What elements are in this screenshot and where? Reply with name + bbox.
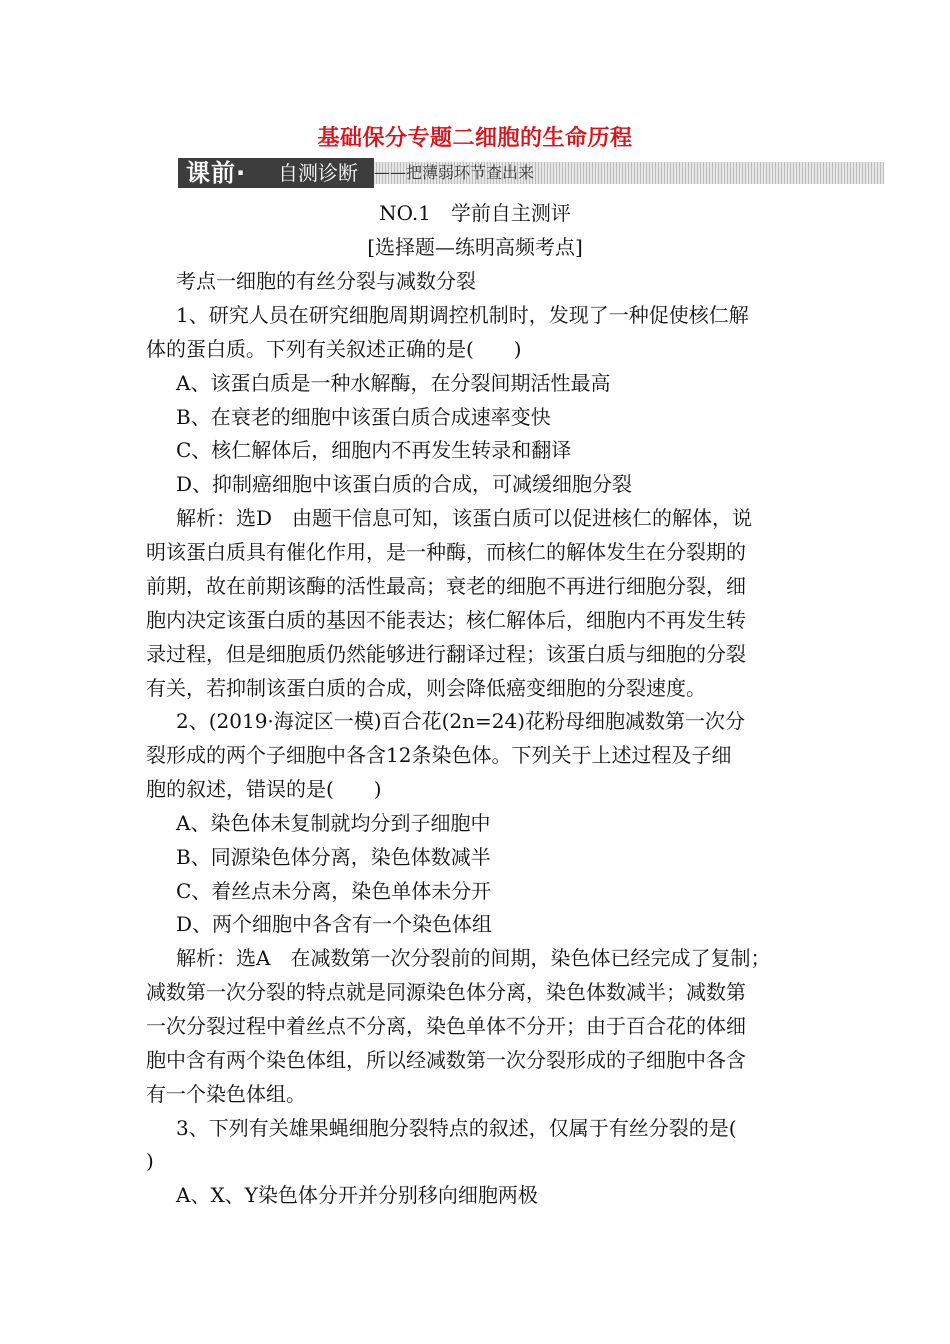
q2-analysis-line-3: 一次分裂过程中着丝点不分离，染色单体不分开；由于百合花的体细 [146,1014,746,1038]
banner-label-box [178,158,374,188]
banner-note: ——把薄弱环节查出来 [374,163,535,182]
q1-option-d: D、抑制癌细胞中该蛋白质的合成，可减缓细胞分裂 [176,472,633,496]
q2-analysis-line-1: 解析：选A 在减数第一次分裂前的间期，染色体已经完成了复制； [176,946,771,970]
q1-option-c: C、核仁解体后，细胞内不再发生转录和翻译 [176,438,572,462]
q2-option-d: D、两个细胞中各含有一个染色体组 [176,912,493,936]
q1-analysis-line-2: 明该蛋白质具有催化作用，是一种酶，而核仁的解体发生在分裂期的 [146,540,746,564]
section-heading: NO.1 学前自主测评 [379,201,571,225]
q1-stem-line-1: 1、研究人员在研究细胞周期调控机制时，发现了一种促使核仁解 [176,303,749,327]
document-title: 基础保分专题二细胞的生命历程 [317,126,633,151]
q2-option-c: C、着丝点未分离，染色单体未分开 [176,879,492,903]
q2-analysis-line-4: 胞中含有两个染色体组，所以经减数第一次分裂形成的子细胞中各含 [146,1048,746,1072]
q2-stem-line-1: 2、(2019·海淀区一模)百合花(2n=24)花粉母细胞减数第一次分 [176,709,746,733]
section-banner [178,158,884,188]
q1-analysis-line-3: 前期，故在前期该酶的活性最高；衰老的细胞不再进行细胞分裂，细 [146,574,746,598]
section-subheading: [选择题—练明高频考点] [367,235,583,259]
q3-stem-line-2: ) [146,1149,154,1173]
q2-analysis-line-5: 有一个染色体组。 [146,1082,306,1106]
q1-analysis-line-5: 录过程，但是细胞质仍然能够进行翻译过程；该蛋白质与细胞的分裂 [146,642,746,666]
q1-option-a: A、该蛋白质是一种水解酶，在分裂间期活性最高 [176,371,611,395]
banner-main-text: 课前· [186,159,247,187]
q1-analysis-line-4: 胞内决定该蛋白质的基因不能表达；核仁解体后，细胞内不再发生转 [146,608,746,632]
q2-analysis-line-2: 减数第一次分裂的特点就是同源染色体分离，染色体数减半；减数第 [146,980,746,1004]
q1-analysis-line-1: 解析：选D 由题干信息可知，该蛋白质可以促进核仁的解体，说 [176,506,753,530]
banner-sub-text: 自测诊断 [278,161,358,185]
q2-option-b: B、同源染色体分离，染色体数减半 [176,845,491,869]
q2-stem-line-2: 裂形成的两个子细胞中各含12条染色体。下列关于上述过程及子细 [146,743,732,767]
q3-option-a: A、X、Y染色体分开并分别移向细胞两极 [176,1183,538,1207]
q2-stem-line-3: 胞的叙述，错误的是( ) [146,777,382,801]
topic-heading: 考点一细胞的有丝分裂与减数分裂 [176,269,476,293]
q1-stem-line-2: 体的蛋白质。下列有关叙述正确的是( ) [146,337,522,361]
q1-analysis-line-6: 有关，若抑制该蛋白质的合成，则会降低癌变细胞的分裂速度。 [146,676,706,700]
q2-option-a: A、染色体未复制就均分到子细胞中 [176,811,491,835]
q3-stem-line-1: 3、下列有关雄果蝇细胞分裂特点的叙述，仅属于有丝分裂的是( [176,1116,737,1140]
q1-option-b: B、在衰老的细胞中该蛋白质合成速率变快 [176,405,551,429]
